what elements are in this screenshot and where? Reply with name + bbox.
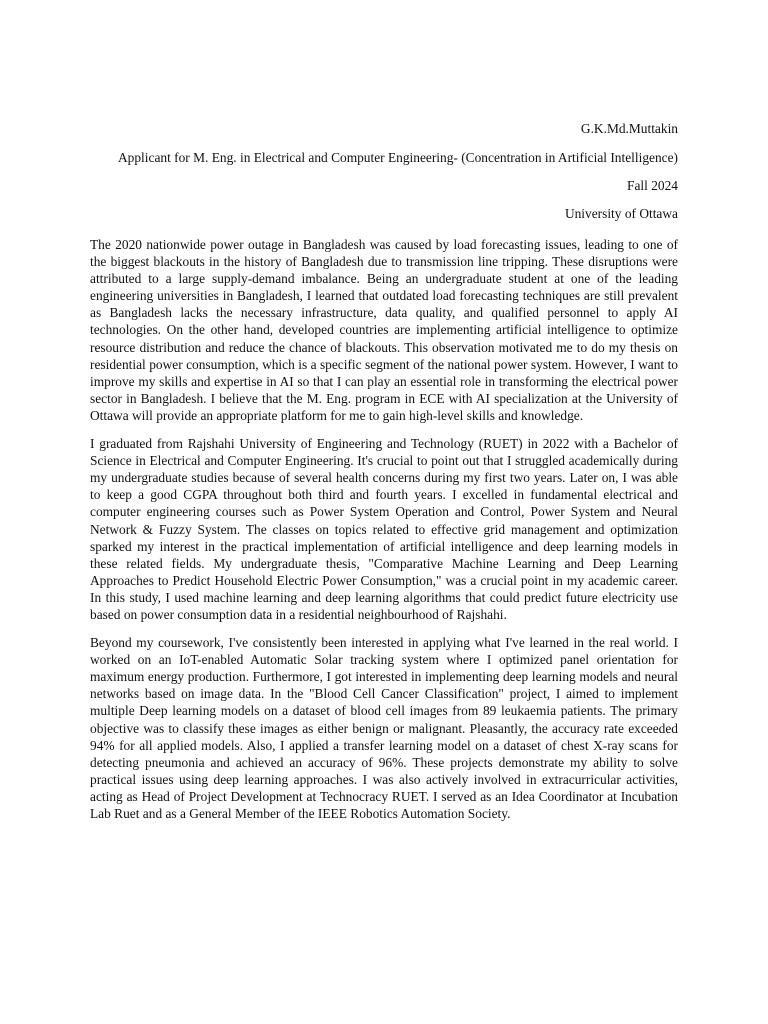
paragraph-education: I graduated from Rajshahi University of Engineering and Technology (RUET) in 2022 with a Bachelor of Science in Electrical and Computer Engineering. It's crucial to point out that I struggled academically during my undergraduate studies because of several health concerns during my first two years. Later on, I was able to keep a good CGPA throughout both third and fourth years. I excelled in fundamental electrical and computer engineering courses such as Power System Operation and Control, Power System and Neural Network & Fuzzy System. The classes on topics related to effective grid management and optimization sparked my interest in the practical implementation of artificial intelligence and deep learning models in these related fields. My undergraduate thesis, "Comparative Machine Learning and Deep Learning Approaches to Predict Household Electric Power Consumption," was a crucial point in my academic career. In this study, I used machine learning and deep learning algorithms that could predict future electricity use based on power consumption data in a residential neighbourhood of Rajshahi.: [90, 436, 678, 622]
paragraph-projects: Beyond my coursework, I've consistently been interested in applying what I've learned in the real world. I worked on an IoT-enabled Automatic Solar tracking system where I optimized panel orientation for maximum energy production. Furthermore, I got interested in implementing deep learning models and neural networks based on image data. In the "Blood Cell Cancer Classification" project, I aimed to implement multiple Deep learning models on a dataset of blood cell images from 89 leukaemia patients. The primary objective was to classify these images as either benign or malignant. Pleasantly, the accuracy rate exceeded 94% for all applied models. Also, I applied a transfer learning model on a dataset of chest X-ray scans for detecting pneumonia and achieved an accuracy of 96%. These projects demonstrate my ability to solve practical issues using deep learning approaches. I was also actively involved in extracurricular activities, acting as Head of Project Development at Technocracy RUET. I served as an Idea Coordinator at Incubation Lab Ruet and as a General Member of the IEEE Robotics Automation Society.: [90, 635, 678, 821]
document-page: [90, 120, 678, 833]
university-name: University of Ottawa: [564, 206, 678, 221]
application-term: Fall 2024: [627, 178, 678, 193]
paragraph-motivation: The 2020 nationwide power outage in Bangladesh was caused by load forecasting issues, leading to one of the biggest blackouts in the history of Bangladesh due to transmission line tripping. These disruptions were attributed to a large supply-demand imbalance. Being an undergraduate student at one of the leading engineering universities in Bangladesh, I learned that outdated load forecasting techniques are still prevalent as Bangladesh lacks the necessary infrastructure, data quality, and qualified personnel to apply AI technologies. On the other hand, developed countries are implementing artificial intelligence to optimize resource distribution and reduce the chance of blackouts. This observation motivated me to do my thesis on residential power consumption, which is a specific segment of the national power system. However, I want to improve my skills and expertise in AI so that I can play an essential role in transforming the electrical power sector in Bangladesh. I believe that the M. Eng. program in ECE with AI specialization at the University of Ottawa will provide an appropriate platform for me to gain high-level skills and knowledge.: [90, 237, 678, 423]
applicant-name: G.K.Md.Muttakin: [580, 121, 678, 136]
applicant-program-line: Applicant for M. Eng. in Electrical and Computer Engineering- (Concentration in Artificial Intelligence): [118, 150, 678, 165]
